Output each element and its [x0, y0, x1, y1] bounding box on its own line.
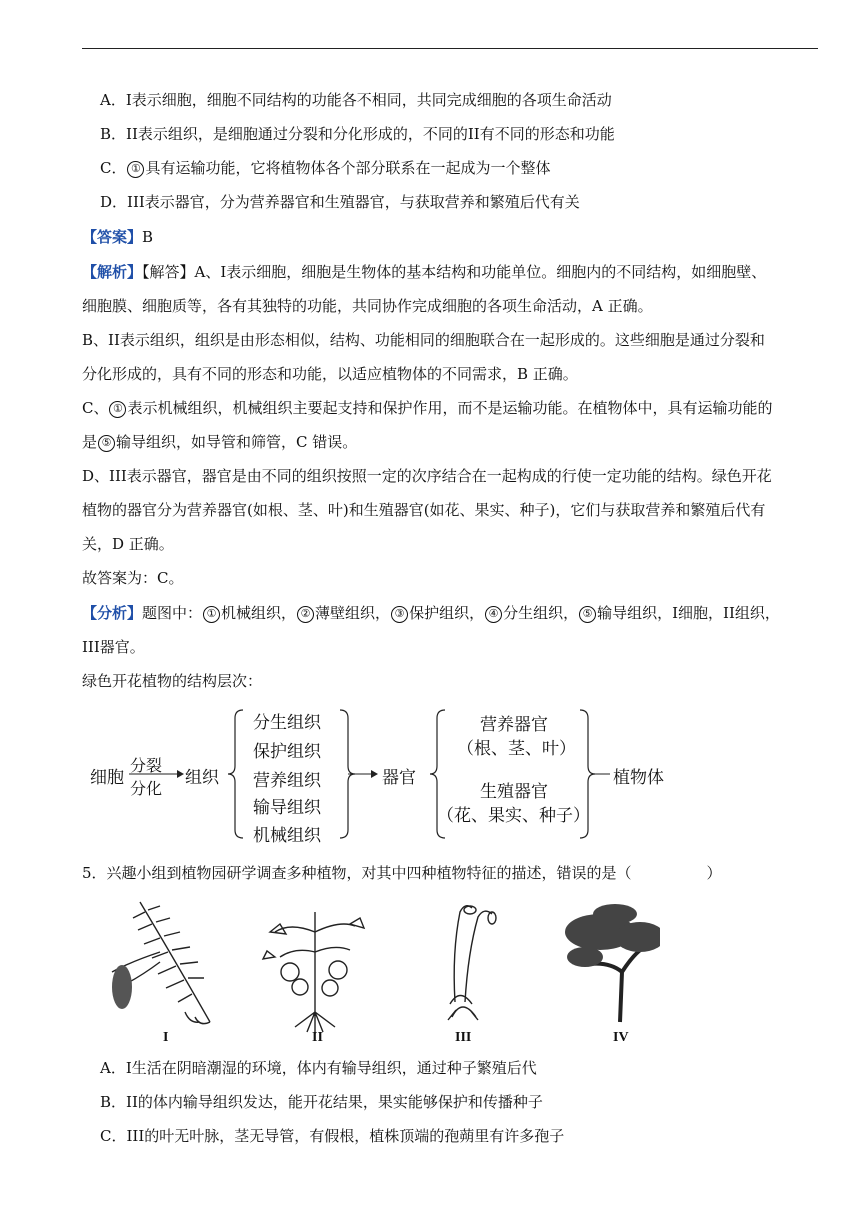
option-b: B．II表示组织，是细胞通过分裂和分化形成的，不同的II有不同的形态和功能: [100, 125, 615, 143]
circled-number: ①: [127, 161, 144, 178]
fenxi-line-2: III器官。: [82, 638, 145, 656]
circled-number: ③: [391, 606, 408, 623]
tissue-item: 保护组织: [253, 742, 321, 762]
option-c: C． ① 具有运输功能，它将植物体各个部分联系在一起成为一个整体: [100, 159, 551, 177]
analysis-line-8: 植物的器官分为营养器官(如根、茎、叶)和生殖器官(如花、果实、种子)，它们与获取营养和繁殖后代有: [82, 501, 766, 519]
flowering-plant-illustration: [263, 912, 364, 1034]
label-reproductive-organ: 生殖器官: [480, 782, 548, 802]
label-cell: 细胞: [90, 768, 124, 788]
q5-stem: 5．兴趣小组到植物园研学调查多种植物，对其中四种植物特征的描述，错误的是（ ）: [82, 864, 722, 882]
plant-illustrations: [100, 892, 660, 1052]
analysis-line-4: 分化形成的，具有不同的形态和功能，以适应植物体的不同需求，B 正确。: [82, 365, 578, 383]
fern-frond-underside: [112, 965, 132, 1009]
left-brace: [228, 710, 243, 838]
q5-option-c: C．III的叶无叶脉，茎无导管，有假根，植株顶端的孢蒴里有许多孢子: [100, 1127, 565, 1145]
hierarchy-heading: 绿色开花植物的结构层次：: [82, 672, 263, 690]
label-reproductive-examples: （花、果实、种子）: [437, 806, 590, 826]
tissue-item: 机械组织: [253, 826, 321, 846]
arrow-head: [371, 770, 378, 778]
answer-value: B: [142, 228, 154, 246]
header-rule: [82, 48, 818, 49]
tissue-item: 输导组织: [253, 798, 321, 818]
circled-number: ②: [297, 606, 314, 623]
label-tissue: 组织: [185, 768, 219, 788]
analysis-line-5: C、 ① 表示机械组织，机械组织主要起支持和保护作用，而不是运输功能。在植物体中，具有运输功能的: [82, 399, 773, 417]
option-d: D．III表示器官，分为营养器官和生殖器官，与获取营养和繁殖后代有关: [100, 193, 580, 211]
tree-illustration: [565, 904, 660, 1022]
analysis-line-2: 细胞膜、细胞质等，各有其独特的功能，共同协作完成细胞的各项生命活动，A 正确。: [82, 297, 653, 315]
label-division: 分裂: [130, 756, 163, 775]
label-vegetative-examples: （根、茎、叶）: [457, 739, 576, 759]
circled-number: ①: [109, 401, 126, 418]
label-vegetative-organ: 营养器官: [480, 715, 548, 735]
conclusion-line: 故答案为：C。: [82, 569, 184, 587]
label-organ: 器官: [382, 768, 416, 788]
analysis-line-1: 【解析】【解答】A、I表示细胞，细胞是生物体的基本结构和功能单位。细胞内的不同结构，如细胞壁、: [82, 263, 767, 281]
answer-tag: 【答案】: [82, 228, 143, 246]
circled-number: ④: [485, 606, 502, 623]
structure-hierarchy-diagram: [85, 704, 685, 854]
fenxi-tag: 【分析】: [82, 604, 143, 622]
arrow-head: [177, 770, 184, 778]
plant-label: II: [312, 1030, 323, 1045]
analysis-tag: 【解析】: [82, 263, 143, 281]
circled-number: ⑤: [98, 435, 115, 452]
label-differentiation: 分化: [130, 779, 163, 798]
tissue-item: 营养组织: [253, 771, 321, 791]
circled-number: ⑤: [579, 606, 596, 623]
plant-label: III: [455, 1030, 472, 1045]
plant-figures: [100, 892, 660, 1052]
tissue-item: 分生组织: [253, 713, 321, 733]
fenxi-line-1: 【分析】题图中： ① 机械组织， ② 薄壁组织， ③ 保护组织， ④ 分生组织， ⑤ 输导组织，I细胞，II组织，: [82, 604, 780, 622]
answer-line: [82, 227, 153, 247]
option-a: A．I表示细胞，细胞不同结构的功能各不相同，共同完成细胞的各项生命活动: [100, 91, 612, 109]
analysis-line-6: 是 ⑤ 输导组织，如导管和筛管，C 错误。: [82, 433, 358, 451]
analysis-line-3: B、II表示组织，组织是由形态相似，结构、功能相同的细胞联合在一起形成的。这些细胞是通过分裂和: [82, 331, 765, 349]
circled-number: ①: [203, 606, 220, 623]
analysis-line-7: D、III表示器官，器官是由不同的组织按照一定的次序结合在一起构成的行使一定功能的结构。绿色开花: [82, 467, 772, 485]
plant-label: IV: [613, 1030, 629, 1045]
plant-label: I: [163, 1030, 169, 1045]
q5-option-a: A．I生活在阴暗潮湿的环境，体内有输导组织，通过种子繁殖后代: [100, 1059, 537, 1077]
analysis-line-9: 关，D 正确。: [82, 535, 174, 553]
q5-option-b: B．II的体内输导组织发达，能开花结果，果实能够保护和传播种子: [100, 1093, 543, 1111]
label-plant-body: 植物体: [613, 768, 664, 788]
moss-illustration: [448, 906, 496, 1020]
